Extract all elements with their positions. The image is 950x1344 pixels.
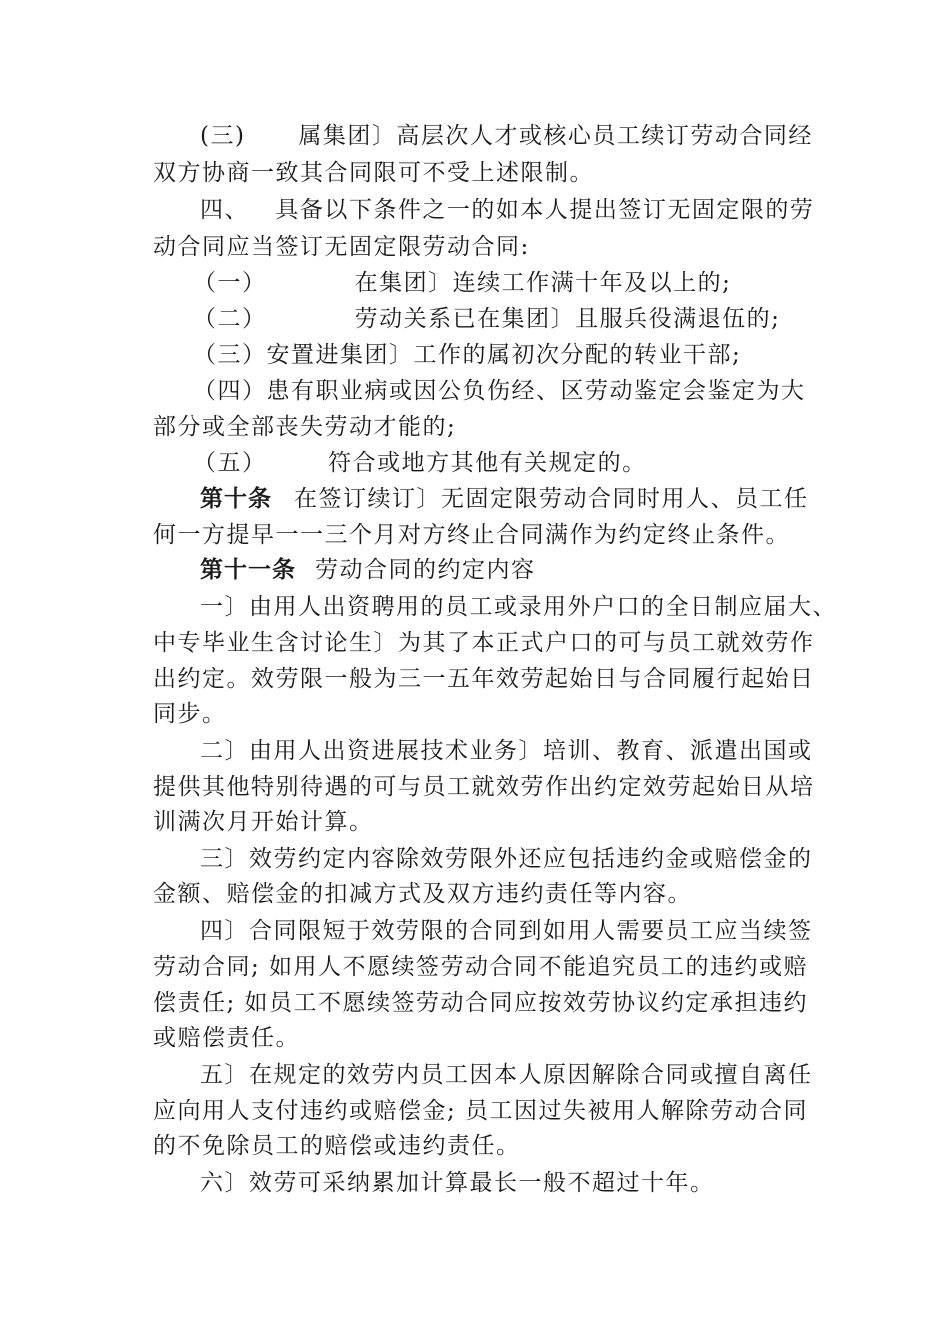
text-line: 在签订续订〕无固定限劳动合同时用人、员工任 — [294, 486, 809, 512]
text-line: （二） 劳动关系已在集团〕且服兵役满退伍的; — [193, 306, 781, 332]
text-line: 何一方提早一一三个月对方终止合同满作为约定终止条件。 — [153, 522, 790, 548]
text-line: 双方协商一致其合同限可不受上述限制。 — [153, 160, 594, 186]
text-line: 四〕合同限短于效劳限的合同到如用人需要员工应当续签 — [200, 918, 813, 944]
text-line: 劳动合同; 如用人不愿续签劳动合同不能追究员工的违约或赔 — [153, 954, 809, 980]
text-line: 四、 具备以下条件之一的如本人提出签订无固定限的劳 — [200, 197, 815, 223]
text-line: 金额、赔偿金的扣减方式及双方违约责任等内容。 — [153, 881, 692, 907]
text-line: （一） 在集团〕连续工作满十年及以上的; — [193, 270, 732, 296]
text-line: （四）患有职业病或因公负伤经、区劳动鉴定会鉴定为大 — [193, 378, 806, 404]
text-line: 五〕在规定的效劳内员工因本人原因解除合同或擅自离任 — [200, 1062, 813, 1088]
text-line: 部分或全部丧失劳动才能的; — [153, 414, 457, 440]
text-line: 六〕效劳可采纳累加计算最长一般不超过十年。 — [200, 1170, 715, 1196]
text-line: 或赔偿责任。 — [153, 1025, 300, 1051]
text-line: 应向用人支付违约或赔偿金; 员工因过失被用人解除劳动合同 — [153, 1098, 809, 1124]
text-line: 劳动合同的约定内容 — [315, 557, 536, 583]
text-line: 动合同应当签订无固定限劳动合同: — [153, 234, 530, 260]
text-line: 同步。 — [153, 701, 227, 727]
text-line: 训满次月开始计算。 — [153, 809, 374, 835]
text-line: 的不免除员工的赔偿或违约责任。 — [153, 1133, 521, 1159]
text-line: 二〕由用人出资进展技术业务〕培训、教育、派遣出国或 — [200, 738, 813, 764]
text-line: 一〕由用人出资聘用的员工或录用外户口的全日制应届大、 — [200, 594, 837, 620]
text-line: 中专毕业生含讨论生〕为其了本正式户口的可与员工就效劳作 — [153, 630, 815, 656]
text-line: (三) 属集团〕高层次人才或核心员工续订劳动合同经 — [200, 123, 813, 149]
text-line: （三）安置进集团〕工作的属初次分配的转业干部; — [193, 342, 742, 368]
text-line: 偿责任; 如员工不愿续签劳动合同应按效劳协议约定承担违约 — [153, 990, 809, 1016]
text-line: （五） 符合或地方其他有关规定的。 — [193, 450, 647, 476]
text-line: 三〕效劳约定内容除效劳限外还应包括违约金或赔偿金的 — [200, 846, 813, 872]
text-line: 提供其他特别待遇的可与员工就效劳作出约定效劳起始日从培 — [153, 774, 815, 800]
article-11-heading: 第十一条 — [200, 556, 296, 583]
article-10-heading: 第十条 — [200, 485, 272, 512]
text-line: 出约定。效劳限一般为三一五年效劳起始日与合同履行起始日 — [153, 666, 815, 692]
